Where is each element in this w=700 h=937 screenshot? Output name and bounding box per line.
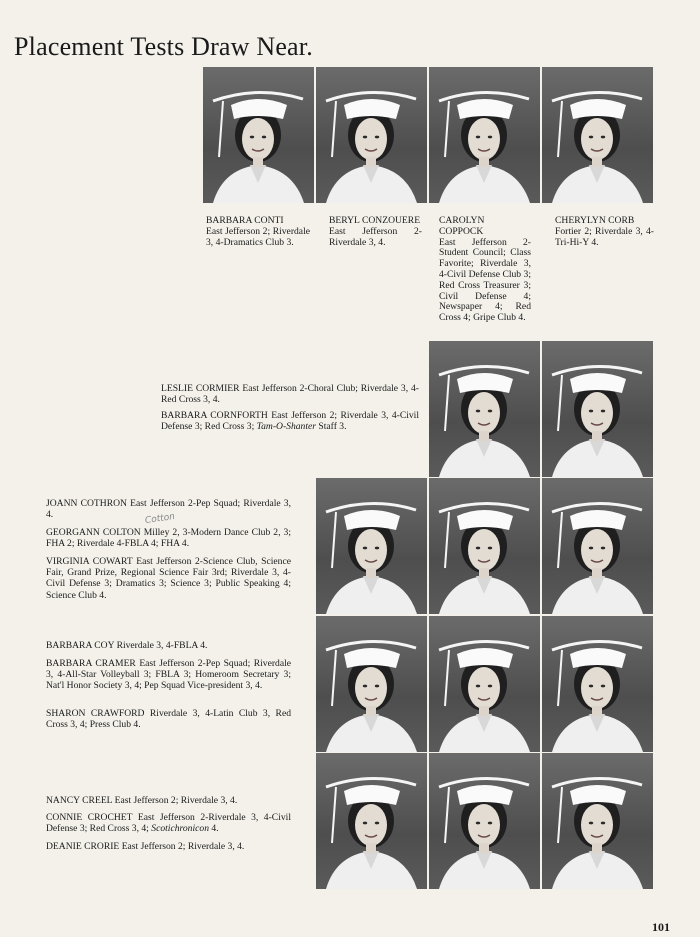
- caption-conti: [206, 216, 310, 248]
- eye-shape: [476, 136, 480, 139]
- student-name: LESLIE CORMIER: [161, 383, 240, 394]
- eye-shape: [363, 136, 367, 139]
- student-name: VIRGINIA COWART: [46, 556, 133, 567]
- portrait-photo: [542, 616, 653, 752]
- portrait-image: [316, 616, 427, 752]
- caption-coppock: [439, 216, 531, 324]
- portrait-photo: [429, 478, 540, 614]
- portrait-image: [429, 341, 540, 477]
- portrait-image: [542, 341, 653, 477]
- cap-shape: [570, 510, 626, 530]
- student-activities: East Jefferson 2-Choral Club; Riverdale 3, 4-Red Cross 3, 4.: [161, 383, 419, 406]
- student-activities-tail: 4.: [211, 823, 219, 835]
- neck-shape: [479, 157, 489, 167]
- cap-shape: [570, 785, 626, 805]
- handwritten-note: Cotton: [144, 511, 176, 527]
- portrait-image: [542, 478, 653, 614]
- cap-shape: [344, 648, 400, 668]
- neck-shape: [479, 568, 489, 578]
- entry-crawford: [46, 708, 291, 730]
- student-name: CHERYLYN CORB: [555, 215, 635, 226]
- entry-crorie: [46, 841, 291, 852]
- caption-conzouere: [329, 216, 422, 248]
- eye-shape: [262, 136, 266, 139]
- eye-shape: [589, 685, 593, 688]
- eye-shape: [363, 685, 367, 688]
- entry-cowart: [46, 556, 291, 601]
- portrait-image: [429, 616, 540, 752]
- face-shape: [468, 529, 500, 571]
- student-name: SHARON CRAWFORD: [46, 708, 145, 719]
- publication-name: Scotichronicon: [151, 823, 209, 835]
- tassel-shape: [332, 512, 336, 568]
- portrait-photo: [429, 67, 540, 203]
- neck-shape: [592, 157, 602, 167]
- portrait-photo: [429, 753, 540, 889]
- neck-shape: [366, 843, 376, 853]
- entry-coy: [46, 640, 291, 651]
- portrait-image: [429, 67, 540, 203]
- student-name: DEANIE CRORIE: [46, 841, 120, 852]
- student-activities: East Jefferson 2; Riverdale 3, 4-Dramatics Club 3.: [206, 225, 310, 248]
- student-name: JOANN COTHRON: [46, 498, 127, 509]
- student-activities: East Jefferson 2-Student Council; Class Favorite; Riverdale 3, 4-Civil Defense Club 3; Red Cross Treasurer 3; Civil Defense 4; Newspaper 4; Red Cross 4; Gripe Club 4.: [439, 236, 531, 324]
- student-activities: Riverdale 3, 4-FBLA 4.: [116, 640, 208, 651]
- face-shape: [468, 804, 500, 846]
- eye-shape: [488, 685, 492, 688]
- face-shape: [581, 392, 613, 434]
- face-shape: [468, 667, 500, 709]
- cap-shape: [457, 373, 513, 393]
- eye-shape: [488, 136, 492, 139]
- portrait-photo: [542, 753, 653, 889]
- eye-shape: [375, 136, 379, 139]
- student-activities: East Jefferson 2; Riverdale 3, 4-Civil Defense 3; Red Cross 3;: [161, 410, 420, 433]
- face-shape: [355, 804, 387, 846]
- portrait-photo: [542, 478, 653, 614]
- entry-colton: [46, 527, 291, 549]
- face-shape: [581, 804, 613, 846]
- eye-shape: [488, 822, 492, 825]
- eye-shape: [589, 410, 593, 413]
- neck-shape: [592, 706, 602, 716]
- neck-shape: [366, 157, 376, 167]
- eye-shape: [601, 822, 605, 825]
- portrait-photo: [316, 753, 427, 889]
- tassel-shape: [332, 650, 336, 706]
- student-activities: East Jefferson 2-Pep Squad; Riverdale 3, 4-All-Star Volleyball 3; FBLA 3; Homeroom Secretary 3; Nat'l Honor Society 3, 4; Pep Squad Vice-president 3, 4.: [46, 658, 291, 692]
- eye-shape: [589, 822, 593, 825]
- tassel-shape: [558, 101, 562, 157]
- portrait-photo: [542, 67, 653, 203]
- face-shape: [355, 667, 387, 709]
- portrait-image: [316, 753, 427, 889]
- page-title: Placement Tests Draw Near.: [14, 32, 313, 61]
- portrait-image: [542, 753, 653, 889]
- neck-shape: [366, 568, 376, 578]
- student-name: BARBARA CONTI: [206, 215, 284, 226]
- cap-shape: [570, 99, 626, 119]
- portrait-photo: [316, 616, 427, 752]
- tassel-shape: [445, 787, 449, 843]
- tassel-shape: [558, 650, 562, 706]
- entry-cornforth: [161, 410, 419, 432]
- portrait-image: [429, 753, 540, 889]
- eye-shape: [488, 547, 492, 550]
- face-shape: [468, 118, 500, 160]
- eye-shape: [601, 410, 605, 413]
- student-activities: Riverdale 3, 4-Latin Club 3, Red Cross 3, 4; Press Club 4.: [46, 708, 291, 731]
- cap-shape: [457, 510, 513, 530]
- student-name: CONNIE CROCHET: [46, 812, 133, 823]
- portrait-image: [316, 478, 427, 614]
- portrait-photo: [429, 616, 540, 752]
- tassel-shape: [332, 787, 336, 843]
- neck-shape: [253, 157, 263, 167]
- student-activities: East Jefferson 2-Pep Squad; Riverdale 3, 4.: [46, 498, 291, 521]
- entry-cormier: [161, 383, 419, 405]
- cap-shape: [457, 99, 513, 119]
- portrait-photo: [316, 67, 427, 203]
- tassel-shape: [332, 101, 336, 157]
- entry-creel: [46, 795, 291, 806]
- student-name: BARBARA COY: [46, 640, 115, 651]
- cap-shape: [344, 785, 400, 805]
- eye-shape: [375, 685, 379, 688]
- neck-shape: [479, 706, 489, 716]
- face-shape: [581, 667, 613, 709]
- neck-shape: [366, 706, 376, 716]
- eye-shape: [250, 136, 254, 139]
- neck-shape: [592, 431, 602, 441]
- eye-shape: [601, 685, 605, 688]
- cap-shape: [570, 373, 626, 393]
- page-number: 101: [652, 920, 670, 934]
- publication-name: Tam-O-Shanter: [256, 421, 317, 433]
- tassel-shape: [445, 375, 449, 431]
- tassel-shape: [445, 101, 449, 157]
- tassel-shape: [558, 375, 562, 431]
- student-activities-tail: Staff 3.: [318, 421, 347, 433]
- student-activities: East Jefferson 2; Riverdale 3, 4.: [114, 795, 238, 806]
- eye-shape: [375, 822, 379, 825]
- face-shape: [581, 529, 613, 571]
- entry-crochet: [46, 812, 291, 834]
- student-name: BARBARA CORNFORTH: [161, 410, 268, 421]
- neck-shape: [479, 431, 489, 441]
- tassel-shape: [445, 650, 449, 706]
- face-shape: [355, 118, 387, 160]
- portrait-photo: [203, 67, 314, 203]
- portrait-photo: [316, 478, 427, 614]
- student-name: NANCY CREEL: [46, 795, 113, 806]
- portrait-photo: [542, 341, 653, 477]
- student-name: BERYL CONZOUERE: [329, 215, 421, 226]
- neck-shape: [479, 843, 489, 853]
- portrait-photo: [429, 341, 540, 477]
- cap-shape: [344, 510, 400, 530]
- student-name: GEORGANN COLTON: [46, 527, 141, 538]
- student-activities: Fortier 2; Riverdale 3, 4-Tri-Hi-Y 4.: [555, 225, 654, 248]
- face-shape: [355, 529, 387, 571]
- cap-shape: [231, 99, 287, 119]
- eye-shape: [476, 410, 480, 413]
- neck-shape: [592, 568, 602, 578]
- eye-shape: [488, 410, 492, 413]
- eye-shape: [589, 547, 593, 550]
- portrait-image: [429, 478, 540, 614]
- cap-shape: [344, 99, 400, 119]
- student-activities: East Jefferson 2-Science Club, Science Fair, Grand Prize, Regional Science Fair 3rd; Riverdale 3, 4-Civil Defense 3; Dramatics 3; Science 3; Public Speaking 4; Science Club 4.: [46, 556, 291, 601]
- student-activities: Milley 2, 3-Modern Dance Club 2, 3; FHA 2; Riverdale 4-FBLA 4; FHA 4.: [46, 527, 291, 550]
- student-name: BARBARA CRAMER: [46, 658, 136, 669]
- eye-shape: [476, 547, 480, 550]
- portrait-image: [542, 616, 653, 752]
- tassel-shape: [445, 512, 449, 568]
- face-shape: [581, 118, 613, 160]
- cap-shape: [457, 785, 513, 805]
- tassel-shape: [558, 787, 562, 843]
- student-activities: East Jefferson 2-Riverdale 3, 4-Civil Defense 3; Red Cross 3, 4;: [46, 812, 291, 835]
- face-shape: [242, 118, 274, 160]
- neck-shape: [592, 843, 602, 853]
- entry-cramer: [46, 658, 291, 692]
- caption-corb: [555, 216, 654, 248]
- eye-shape: [601, 136, 605, 139]
- portrait-image: [542, 67, 653, 203]
- eye-shape: [363, 822, 367, 825]
- tassel-shape: [558, 512, 562, 568]
- eye-shape: [589, 136, 593, 139]
- eye-shape: [476, 822, 480, 825]
- eye-shape: [601, 547, 605, 550]
- portrait-image: [203, 67, 314, 203]
- eye-shape: [363, 547, 367, 550]
- cap-shape: [457, 648, 513, 668]
- tassel-shape: [219, 101, 223, 157]
- portrait-image: [316, 67, 427, 203]
- face-shape: [468, 392, 500, 434]
- eye-shape: [476, 685, 480, 688]
- cap-shape: [570, 648, 626, 668]
- student-activities: East Jefferson 2; Riverdale 3, 4.: [121, 841, 245, 852]
- eye-shape: [375, 547, 379, 550]
- student-activities: East Jefferson 2-Riverdale 3, 4.: [329, 225, 422, 248]
- student-name: CAROLYN COPPOCK: [439, 215, 485, 237]
